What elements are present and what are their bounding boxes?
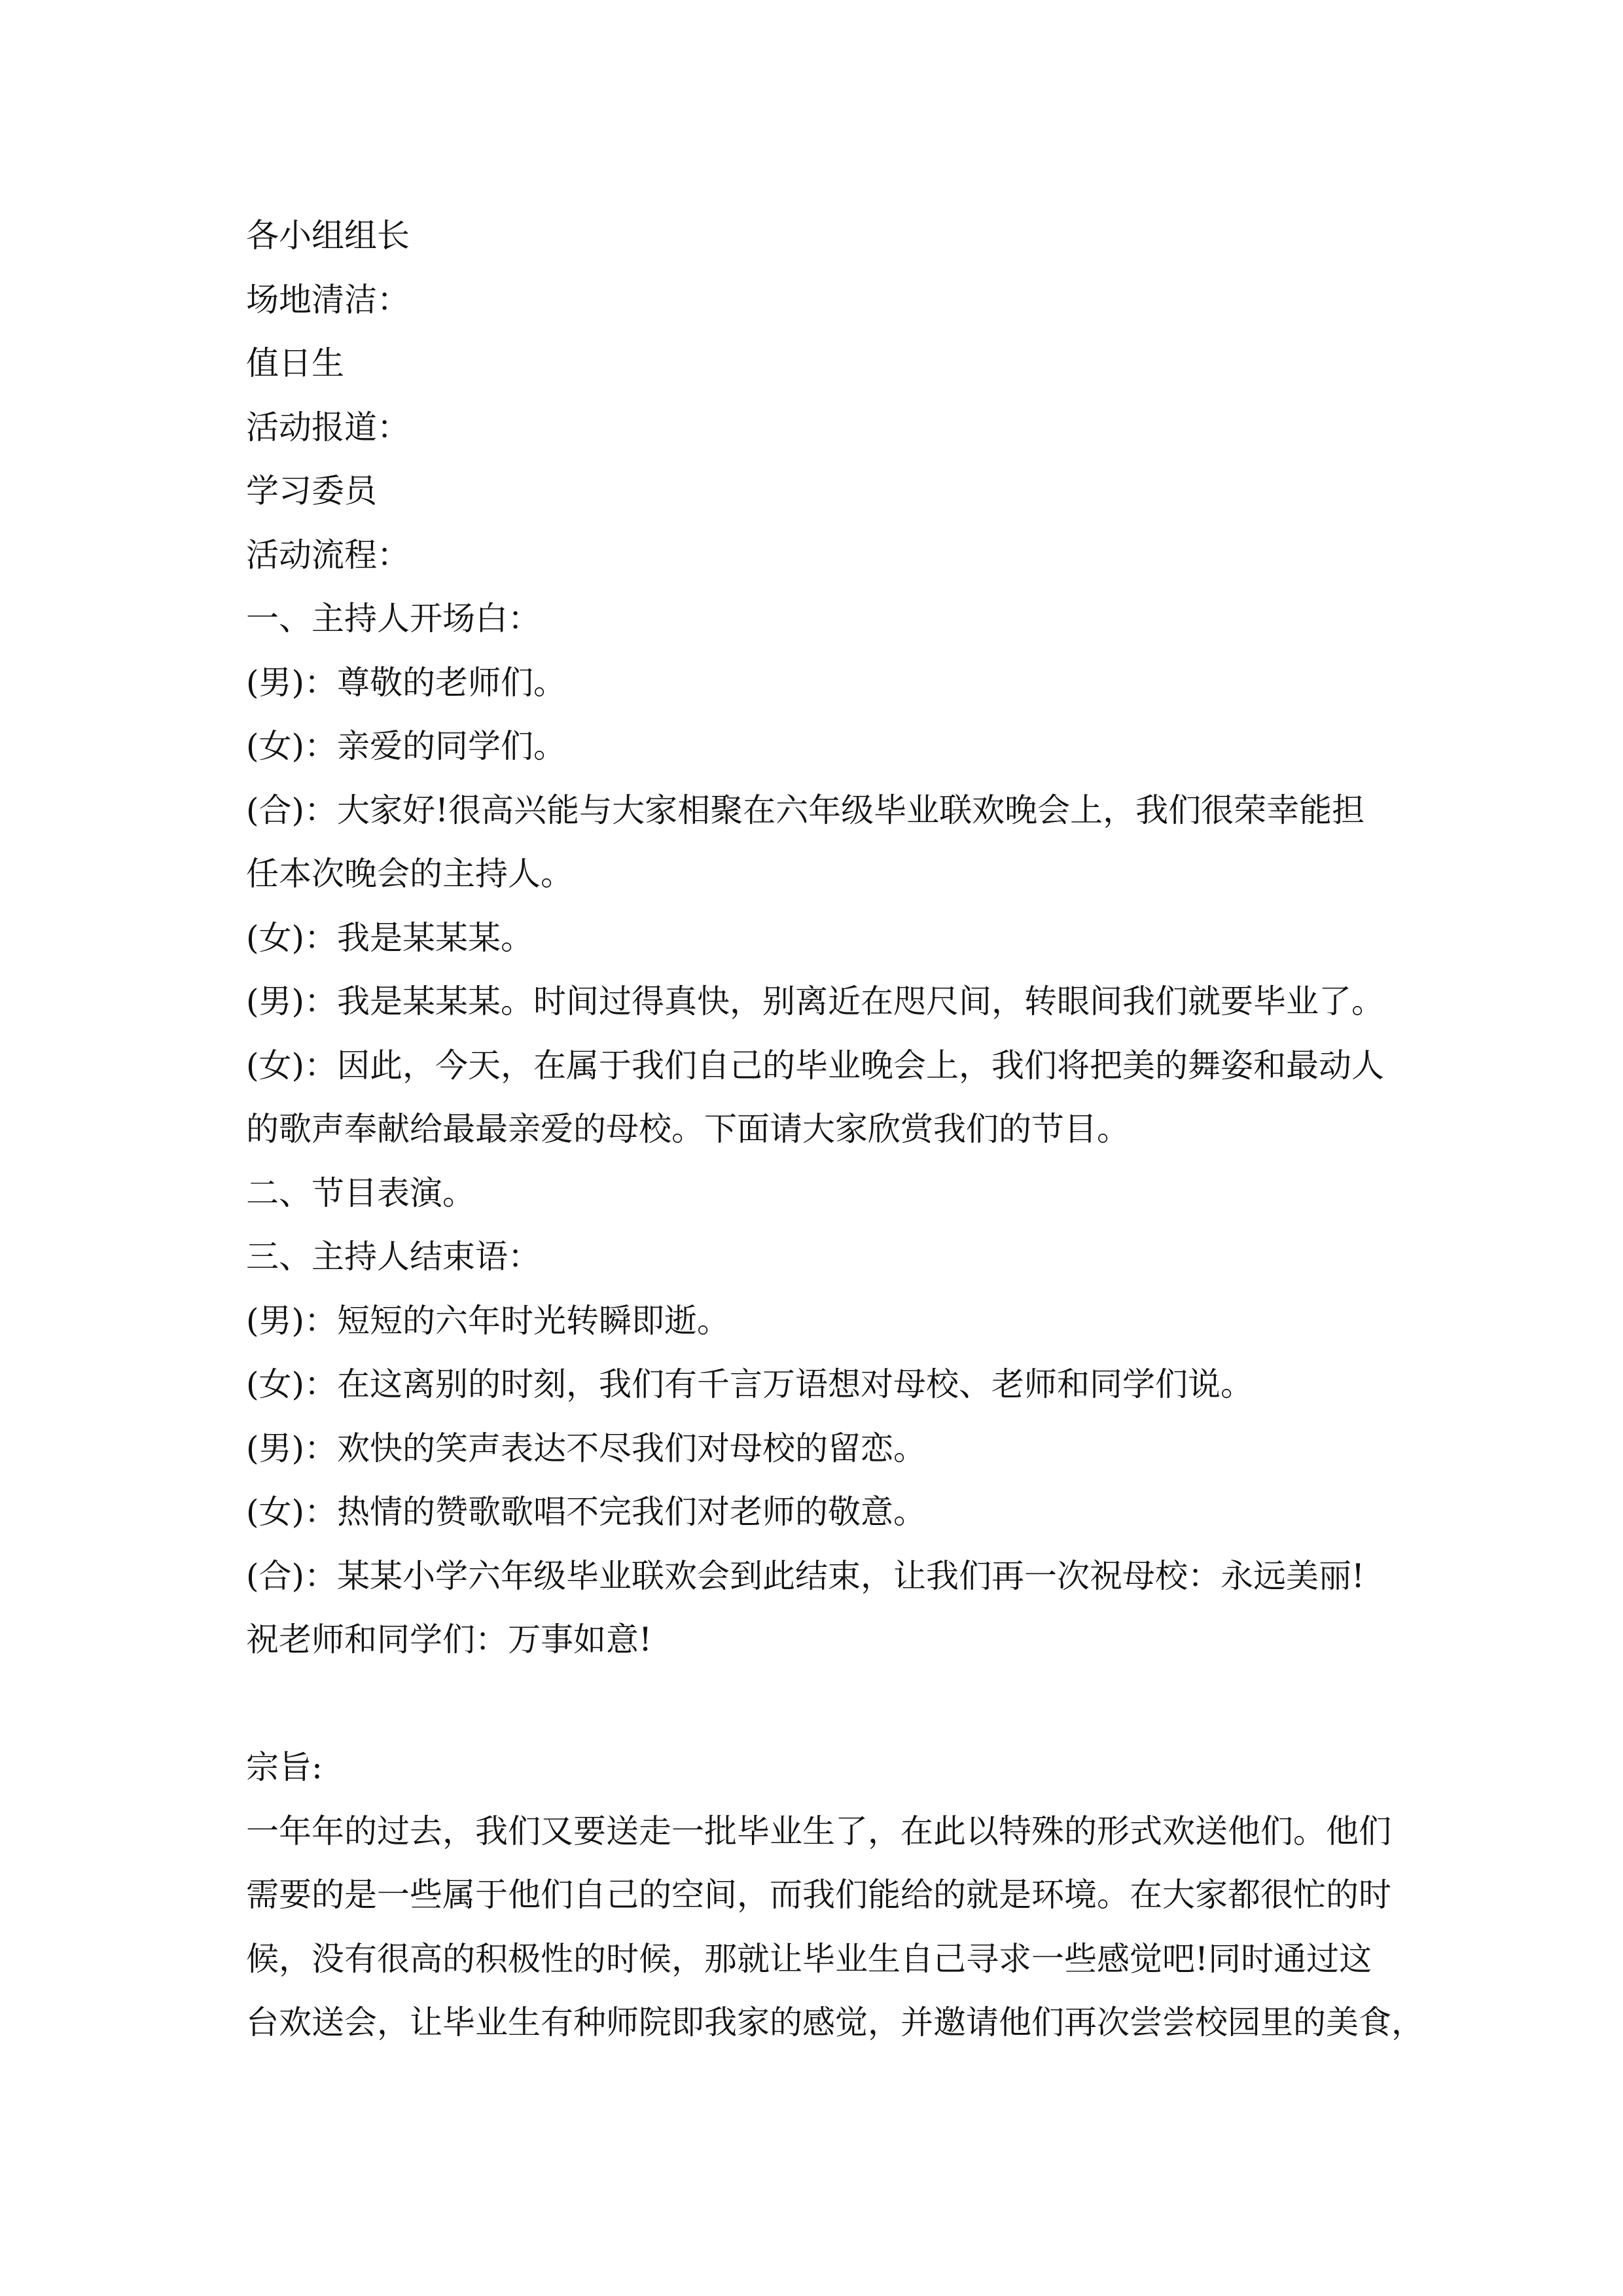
text-line: (女)：我是某某某。 <box>246 918 534 957</box>
text-line: 活动报道： <box>246 408 410 446</box>
text-line: (女)：亲爱的同学们。 <box>246 727 567 765</box>
text-line: (女)：在这离别的时刻，我们有千言万语想对母校、老师和同学们说。 <box>246 1365 1254 1403</box>
text-line: 值日生 <box>246 344 344 382</box>
text-line: 二、节目表演。 <box>246 1174 475 1212</box>
paragraph-gap <box>246 1672 1398 1736</box>
text-line: (男)：短短的六年时光转瞬即逝。 <box>246 1301 730 1340</box>
purpose-heading: 宗旨: <box>246 1748 323 1786</box>
purpose-line: 台欢送会，让毕业生有种师院即我家的感觉，并邀请他们再次尝尝校园里的美食， <box>246 2003 1424 2041</box>
document-body <box>246 204 1424 2055</box>
purpose-line: 候，没有很高的积极性的时候，那就让毕业生自己寻求一些感觉吧!同时通过这 <box>246 1939 1372 1978</box>
text-line: (女)：热情的赞歌歌唱不完我们对老师的敬意。 <box>246 1493 927 1531</box>
text-line: 活动流程： <box>246 535 410 574</box>
text-line: 各小组组长 <box>246 217 410 255</box>
text-line: (男)：欢快的笑声表达不尽我们对母校的留恋。 <box>246 1429 927 1467</box>
text-line: (男)：尊敬的老师们。 <box>246 663 567 702</box>
text-line: (女)：因此，今天，在属于我们自己的毕业晚会上，我们将把美的舞姿和最动人 <box>246 1046 1385 1085</box>
purpose-line: 一年年的过去，我们又要送走一批毕业生了，在此以特殊的形式欢送他们。他们 <box>246 1812 1391 1850</box>
text-line: (合)：某某小学六年级毕业联欢会到此结束，让我们再一次祝母校：永远美丽! <box>246 1556 1365 1595</box>
purpose-line: 需要的是一些属于他们自己的空间，而我们能给的就是环境。在大家都很忙的时 <box>246 1876 1391 1914</box>
text-line: 的歌声奉献给最最亲爱的母校。下面请大家欣赏我们的节目。 <box>246 1110 1130 1148</box>
text-line: (合)：大家好!很高兴能与大家相聚在六年级毕业联欢晚会上，我们很荣幸能担 <box>246 791 1365 829</box>
text-line: 祝老师和同学们：万事如意! <box>246 1621 652 1659</box>
text-line: 场地清洁： <box>246 280 410 319</box>
text-line: 三、主持人结束语： <box>246 1238 541 1276</box>
text-line: 一、主持人开场白： <box>246 600 541 637</box>
text-line: 学习委员 <box>246 472 377 510</box>
text-line: 任本次晚会的主持人。 <box>246 855 573 893</box>
text-line: (男)：我是某某某。时间过得真快，别离近在咫尺间，转眼间我们就要毕业了。 <box>246 982 1385 1020</box>
